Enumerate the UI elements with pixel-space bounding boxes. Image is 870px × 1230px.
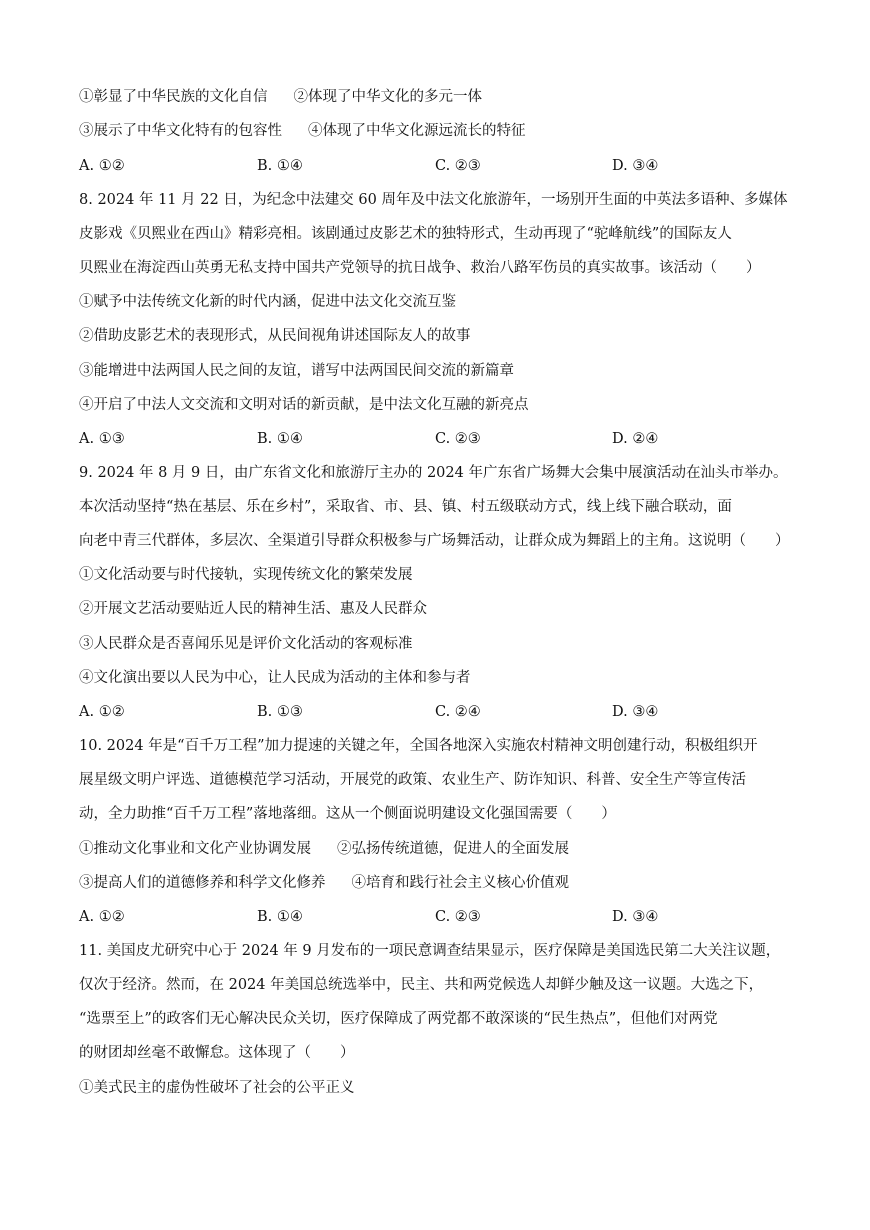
q8-statement-4: ④开启了中法人文交流和文明对话的新贡献，是中法文化互融的新亮点: [79, 397, 529, 413]
q10-stem-line-3: 动，全力助推“百千万工程”落地落细。这从一个侧面说明建设文化强国需要（ ）: [79, 806, 616, 822]
q10-stem-line-1: 10. 2024 年是“百千万工程”加力提速的关键之年，全国各地深入实施农村精神文明创建行动，积极组织开: [79, 738, 758, 754]
q7-statements-row2: [79, 121, 526, 141]
q8-statement-3: ③能增进中法两国人民之间的友谊，谱写中法两国民间交流的新篇章: [79, 363, 514, 379]
q10-option-d[interactable]: D. ③④: [612, 909, 659, 925]
q8-option-b[interactable]: B. ①④: [257, 431, 303, 447]
q9-option-a[interactable]: A. ①②: [79, 704, 125, 720]
q10-statement-2: ②弘扬传统道德，促进人的全面发展: [337, 841, 569, 857]
q8-option-c[interactable]: C. ②③: [435, 431, 481, 447]
q9-statement-4: ④文化演出要以人民为中心，让人民成为活动的主体和参与者: [79, 670, 471, 686]
q9-stem-line-2: 本次活动坚持“热在基层、乐在乡村”，采取省、市、县、镇、村五级联动方式，线上线下融合联动，面: [79, 499, 732, 515]
q10-options: [79, 907, 799, 927]
q9-statement-1: ①文化活动要与时代接轨，实现传统文化的繁荣发展: [79, 567, 413, 583]
q9-option-d[interactable]: D. ③④: [612, 704, 659, 720]
q8-stem-line-2: 皮影戏《贝熙业在西山》精彩亮相。该剧通过皮影艺术的独特形式，生动再现了“驼峰航线”的国际友人: [79, 226, 732, 242]
q8-option-a[interactable]: A. ①③: [79, 431, 125, 447]
q8-stem-line-1: 8. 2024 年 11 月 22 日，为纪念中法建交 60 周年及中法文化旅游年，一场别开生面的中英法多语种、多媒体: [79, 192, 788, 208]
q10-statement-4: ④培育和践行社会主义核心价值观: [351, 875, 569, 891]
q9-statement-2: ②开展文艺活动要贴近人民的精神生活、惠及人民群众: [79, 601, 427, 617]
q11-stem-line-4: 的财团却丝毫不敢懈怠。这体现了（ ）: [79, 1045, 355, 1061]
q8-statement-1: ①赋予中法传统文化新的时代内涵，促进中法文化交流互鉴: [79, 294, 456, 310]
q10-stem-line-2: 展星级文明户评选、道德模范学习活动，开展党的政策、农业生产、防诈知识、科普、安全生产等宣传活: [79, 772, 746, 788]
q10-option-b[interactable]: B. ①④: [257, 909, 303, 925]
q9-option-b[interactable]: B. ①③: [257, 704, 303, 720]
q9-stem-line-3: 向老中青三代群体，多层次、全渠道引导群众积极参与广场舞活动，让群众成为舞蹈上的主角。这说明（ ）: [79, 533, 790, 549]
q11-statement-1: ①美式民主的虚伪性破坏了社会的公平正义: [79, 1080, 355, 1096]
q9-option-c[interactable]: C. ②④: [435, 704, 481, 720]
q11-stem-line-3: “选票至上”的政客们无心解决民众关切，医疗保障成了两党都不敢深谈的“民生热点”，但他们对两党: [79, 1011, 718, 1027]
q9-stem-line-1: 9. 2024 年 8 月 9 日，由广东省文化和旅游厅主办的 2024 年广东省广场舞大会集中展演活动在汕头市举办。: [79, 465, 788, 481]
q7-statements-row1: [79, 87, 482, 107]
q10-option-a[interactable]: A. ①②: [79, 909, 125, 925]
q8-options: [79, 429, 799, 449]
q8-statement-2: ②借助皮影艺术的表现形式，从民间视角讲述国际友人的故事: [79, 328, 471, 344]
q7-statement-4: ④体现了中华文化源远流长的特征: [308, 123, 526, 139]
q10-option-c[interactable]: C. ②③: [435, 909, 481, 925]
q10-statements-row2: [79, 873, 569, 893]
q9-options: [79, 702, 799, 722]
q7-option-b[interactable]: B. ①④: [257, 158, 303, 174]
q7-statement-1: ①彰显了中华民族的文化自信: [79, 89, 268, 105]
q10-statement-1: ①推动文化事业和文化产业协调发展: [79, 841, 311, 857]
q10-statements-row1: [79, 839, 569, 859]
q7-option-d[interactable]: D. ③④: [612, 158, 659, 174]
q11-stem-line-2: 仅次于经济。然而，在 2024 年美国总统选举中，民主、共和两党候选人却鲜少触及这一议题。大选之下，: [79, 977, 764, 993]
q7-statement-3: ③展示了中华文化特有的包容性: [79, 123, 282, 139]
q7-option-c[interactable]: C. ②③: [435, 158, 481, 174]
q11-stem-line-1: 11. 美国皮尤研究中心于 2024 年 9 月发布的一项民意调查结果显示，医疗保障是美国选民第二大关注议题，: [79, 943, 781, 959]
q8-stem-line-3: 贝熙业在海淀西山英勇无私支持中国共产党领导的抗日战争、救治八路军伤员的真实故事。该活动（ ）: [79, 260, 761, 276]
q7-options: [79, 156, 799, 176]
q10-statement-3: ③提高人们的道德修养和科学文化修养: [79, 875, 326, 891]
q7-statement-2: ②体现了中华文化的多元一体: [293, 89, 482, 105]
q7-option-a[interactable]: A. ①②: [79, 158, 125, 174]
q8-option-d[interactable]: D. ②④: [612, 431, 659, 447]
q9-statement-3: ③人民群众是否喜闻乐见是评价文化活动的客观标准: [79, 636, 413, 652]
